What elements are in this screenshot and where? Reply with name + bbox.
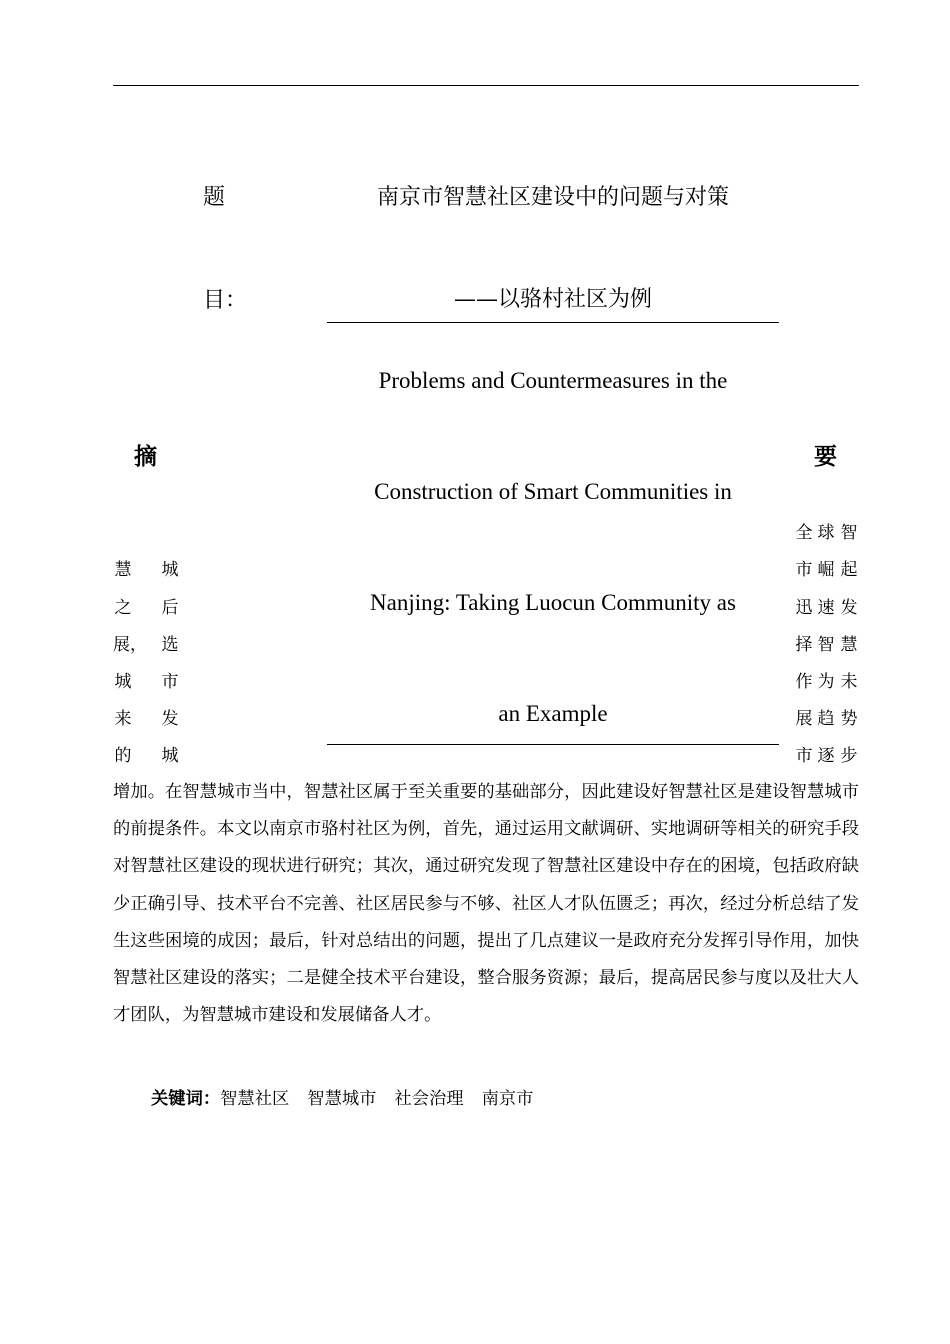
abstract-fragment: 展: [795, 709, 813, 729]
title-en-line: Construction of Smart Communities in: [374, 479, 732, 504]
abstract-fragment: 智: [840, 523, 858, 543]
keyword-item: 智慧社区: [220, 1089, 290, 1109]
abstract-fragment: 城: [161, 746, 179, 766]
abstract-fragment: 市: [795, 746, 813, 766]
abstract-fragment: 为: [817, 672, 835, 692]
abstract-fragment: 来: [114, 709, 132, 729]
title-label-mu: 目：: [203, 288, 248, 313]
title-en-line: Nanjing: Taking Luocun Community as: [370, 590, 736, 615]
abstract-fragment: 慧: [114, 560, 132, 580]
title-en-line: an Example: [498, 701, 608, 726]
abstract-fragment: 未: [840, 672, 858, 692]
abstract-fragment: 的: [114, 746, 132, 766]
abstract-fragment: 起: [840, 560, 858, 580]
keyword-item: 南京市: [481, 1089, 534, 1109]
abstract-fragment: 城: [161, 560, 179, 580]
keywords-label: 关键词：: [151, 1089, 221, 1109]
abstract-fragment: 逐: [817, 746, 835, 766]
abstract-fragment: 之: [114, 598, 132, 618]
title-cn-underline: [327, 322, 779, 323]
abstract-fragment: 后: [161, 598, 179, 618]
abstract-fragment: 全: [795, 523, 813, 543]
title-label-ti: 题: [203, 185, 226, 210]
abstract-fragment: 速: [817, 598, 835, 618]
abstract-fragment: 步: [840, 746, 858, 766]
abstract-fragment: 发: [840, 598, 858, 618]
title-cn-main: 南京市智慧社区建设中的问题与对策: [376, 185, 729, 210]
abstract-fragment: 发: [161, 709, 179, 729]
abstract-body: 增加。在智慧城市当中，智慧社区属于至关重要的基础部分，因此建设好智慧社区是建设智慧城市的前提条件。本文以南京市骆村社区为例，首先，通过运用文献调研、实地调研等相关的研究手段对智慧社区建设的现状进行研究；其次，通过研究发现了智慧社区建设中存在的困境，包括政府缺少正确引导、技术平台不完善、社区居民参与不够、社区人才队伍匮乏；再次，经过分析总结了发生这些困境的成因；最后，针对总结出的问题，提出了几点建议一是政府充分发挥引导作用，加快智慧社区建设的落实；二是健全技术平台建设，整合服务资源；最后，提高居民参与度以及壮大人才团队，为智慧城市建设和发展储备人才。: [113, 782, 859, 1026]
title-en-line: Problems and Countermeasures in the: [378, 368, 728, 393]
keyword-item: 社会治理: [394, 1089, 464, 1109]
abstract-fragment: 城: [114, 672, 132, 692]
abstract-fragment: 市: [161, 672, 179, 692]
abstract-heading-right: 要: [814, 444, 837, 470]
abstract-fragment: 作: [795, 672, 813, 692]
abstract-fragment: 迅: [795, 598, 813, 618]
abstract-fragment: 展，: [113, 635, 147, 655]
keywords-line: [151, 1084, 551, 1109]
abstract-fragment: 市: [795, 560, 813, 580]
abstract-fragment: 选: [161, 635, 179, 655]
abstract-fragment: 慧: [840, 635, 858, 655]
abstract-heading-left: 摘: [134, 444, 157, 470]
title-en-underline: [327, 744, 779, 745]
title-cn-subtitle: ——以骆村社区为例: [453, 287, 652, 312]
abstract-fragment: 择: [795, 635, 813, 655]
abstract-fragment: 趋: [817, 709, 835, 729]
keyword-item: 智慧城市: [307, 1089, 377, 1109]
abstract-fragment: 崛: [817, 560, 835, 580]
header-rule: [113, 85, 859, 86]
abstract-fragment: 智: [817, 635, 835, 655]
abstract-fragment: 势: [840, 709, 858, 729]
abstract-fragment: 球: [817, 523, 835, 543]
